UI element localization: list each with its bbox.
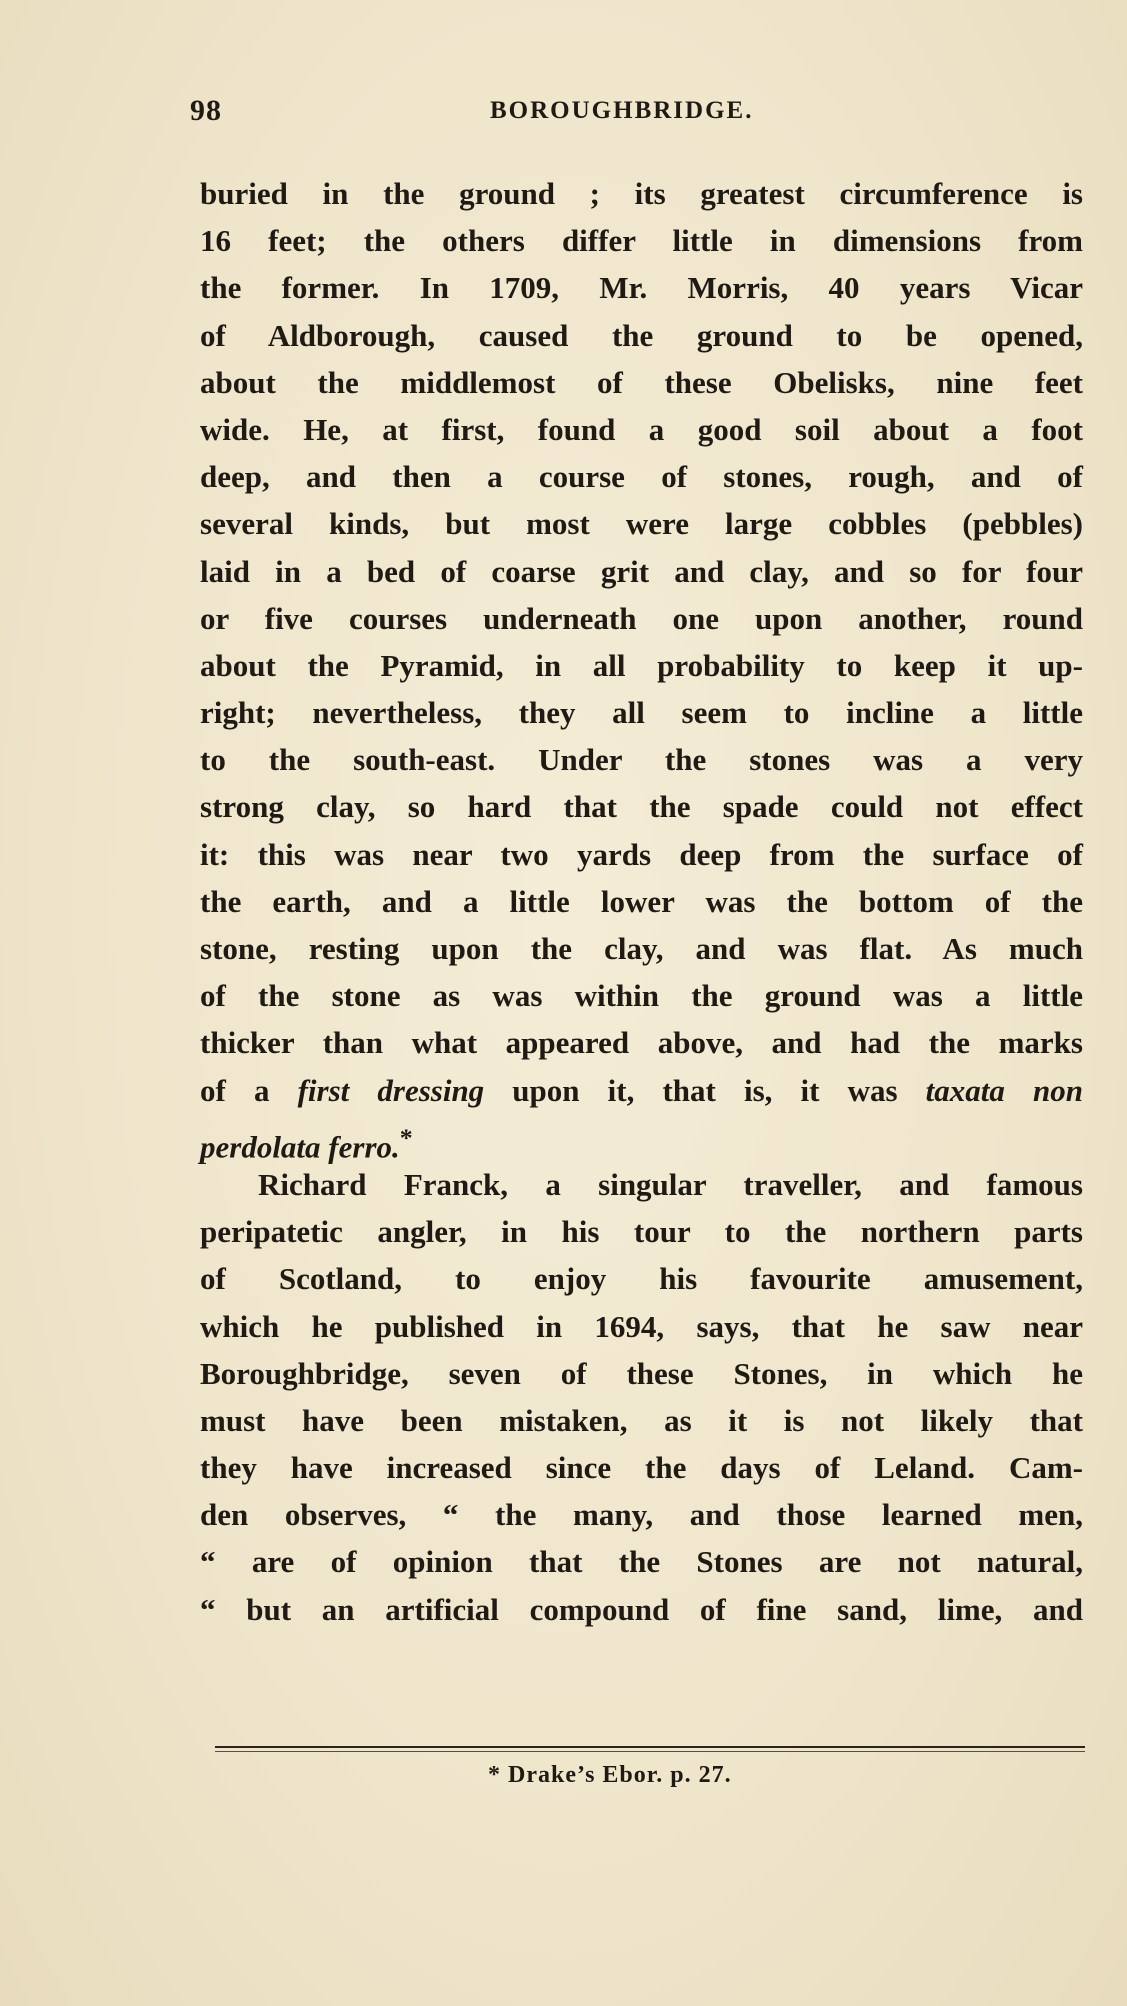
text-line: “ are of opinion that the Stones are not natural, [200,1544,1083,1580]
italic-phrase: first dressing [297,1072,485,1108]
text-line: about the middlemost of these Obelisks, nine feet [200,364,1083,400]
footnote-mark: * [399,1122,413,1152]
text-line: to the south-east. Under the stones was a very [200,742,1083,778]
paragraph-start-line: Richard Franck, a singular traveller, and famous [258,1166,1083,1202]
footnote-rule [215,1746,1085,1748]
text-line: about the Pyramid, in all probability to keep it up- [200,647,1083,683]
text-line: the earth, and a little lower was the bottom of the [200,883,1083,919]
text-line: or five courses underneath one upon another, round [200,600,1083,636]
text-line: of the stone as was within the ground was a little [200,978,1083,1014]
text-line: which he published in 1694, says, that he saw near [200,1308,1083,1344]
text-line: “ but an artificial compound of fine sand, lime, and [200,1591,1083,1627]
text-line: they have increased since the days of Leland. Cam- [200,1450,1083,1486]
text-line: wide. He, at first, found a good soil about a foot [200,411,1083,447]
text-line: peripatetic angler, in his tour to the northern parts [200,1214,1083,1250]
text-line: of Aldborough, caused the ground to be opened, [200,317,1083,353]
text-segment: of a [200,1072,298,1108]
body-text [200,170,1083,1633]
italic-phrase: taxata non [925,1072,1084,1108]
text-line-latin-quote [200,1114,1083,1165]
text-line: 16 feet; the others differ little in dimensions from [200,223,1083,259]
footnote-rule-thin [215,1751,1085,1752]
text-line: several kinds, but most were large cobbles (pebbles) [200,506,1083,542]
text-line: it: this was near two yards deep from the surface of [200,836,1083,872]
text-line: buried in the ground ; its greatest circumference is [200,176,1083,211]
text-line: must have been mistaken, as it is not likely that [200,1402,1083,1438]
text-line: stone, resting upon the clay, and was flat. As much [200,931,1083,966]
text-line: laid in a bed of coarse grit and clay, and so for four [200,553,1083,589]
text-line: Boroughbridge, seven of these Stones, in which he [200,1355,1083,1391]
text-line: the former. In 1709, Mr. Morris, 40 years Vicar [200,270,1083,306]
text-segment: upon it, that is, it was [484,1072,926,1108]
text-line: den observes, “ the many, and those learned men, [200,1497,1083,1533]
text-line-italic-phrases [200,1067,1083,1114]
text-line: thicker than what appeared above, and had the marks [200,1025,1083,1061]
footnote: * Drake’s Ebor. p. 27. [488,1762,732,1788]
running-head: BOROUGHBRIDGE. [490,97,754,124]
text-line: of Scotland, to enjoy his favourite amusement, [200,1261,1083,1297]
text-line: deep, and then a course of stones, rough, and of [200,459,1083,495]
text-line: strong clay, so hard that the spade could not effect [200,789,1083,825]
page-number: 98 [190,94,222,127]
italic-phrase: perdolata ferro. [200,1129,400,1165]
page-header [190,94,1070,130]
text-line: right; nevertheless, they all seem to incline a little [200,695,1083,731]
